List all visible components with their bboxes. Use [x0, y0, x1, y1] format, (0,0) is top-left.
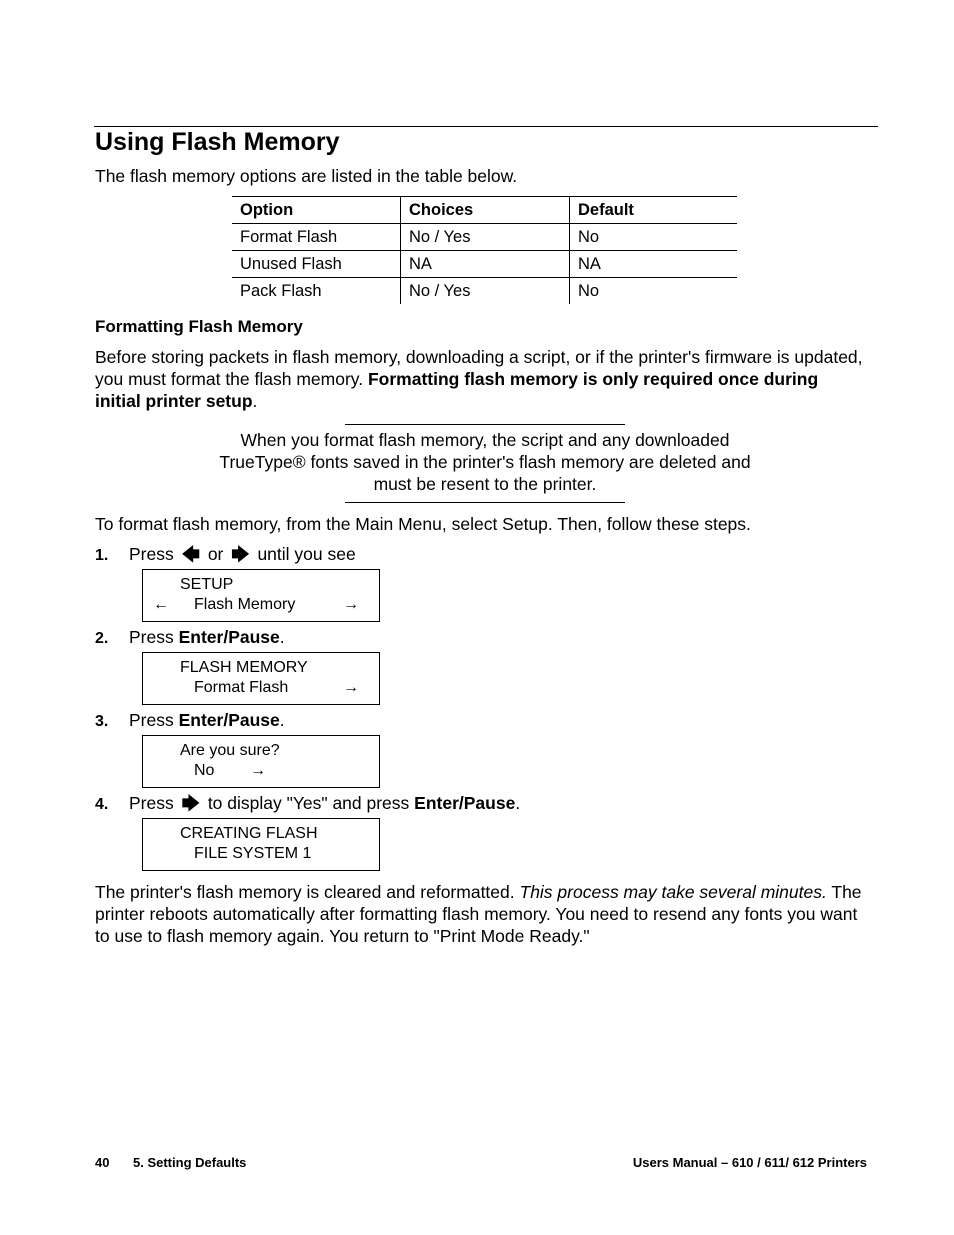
table-cell: No / Yes [401, 224, 570, 251]
left-arrow-icon: 🡄 [181, 544, 200, 564]
table-cell: Unused Flash [232, 251, 401, 278]
step-number: 2. [95, 630, 109, 647]
table-cell: Pack Flash [232, 278, 401, 305]
table-row [232, 224, 737, 251]
step-4 [95, 792, 520, 816]
para-bold-text: Formatting flash memory is only required once during initial printer setup [95, 369, 819, 411]
para-italic-text: This process may take several minutes. [519, 882, 827, 902]
table-cell: NA [401, 251, 570, 278]
step-number: 3. [95, 713, 109, 730]
header-rule [94, 126, 878, 127]
lcd-display [142, 569, 380, 622]
step-text: Press [129, 627, 179, 647]
step-text: . [279, 710, 285, 730]
lcd-line: Are you sure? [180, 742, 280, 759]
right-arrow-icon: 🡆 [181, 793, 200, 813]
step-text: . [515, 793, 521, 813]
step-number: 1. [95, 547, 109, 564]
lcd-line: FILE SYSTEM 1 [194, 845, 312, 862]
lcd-line: SETUP [180, 576, 234, 593]
table-cell: Format Flash [232, 224, 401, 251]
note-line: must be resent to the printer. [373, 474, 597, 494]
step-text: or [207, 544, 224, 564]
step-text: Press [129, 544, 174, 564]
table-row [232, 278, 737, 305]
step-text: Press [129, 710, 179, 730]
para-text: The printer's flash memory is cleared and reformatted. [95, 882, 520, 902]
chapter-label: 5. Setting Defaults [133, 1155, 247, 1170]
manual-title: Users Manual – 610 / 611/ 612 Printers [632, 1155, 867, 1170]
step-key: Enter/Pause [414, 793, 516, 813]
step-text: until you see [257, 544, 356, 564]
table-row [232, 251, 737, 278]
step-key: Enter/Pause [178, 710, 280, 730]
table-cell: No / Yes [401, 278, 570, 305]
table-cell: NA [570, 251, 738, 278]
step-text: . [279, 627, 285, 647]
note-line: When you format flash memory, the script and any downloaded [240, 430, 730, 450]
section-heading: Formatting Flash Memory [95, 317, 303, 336]
lcd-line: Format Flash [194, 679, 289, 696]
note-box [190, 429, 780, 495]
page-number: 40 [95, 1155, 110, 1170]
right-arrow-icon: → [250, 762, 266, 779]
note-line: TrueType® fonts saved in the printer's flash memory are deleted and [219, 452, 751, 472]
steps-intro: To format flash memory, from the Main Menu, select Setup. Then, follow these steps. [95, 514, 751, 534]
note-rule-top [345, 424, 625, 425]
lcd-line: No [194, 762, 215, 779]
closing-paragraph [95, 881, 865, 947]
lcd-display [142, 818, 380, 871]
table-header-row [232, 197, 737, 224]
table-cell: No [578, 281, 600, 300]
step-text: to display "Yes" and press [207, 793, 415, 813]
lcd-line: FLASH MEMORY [180, 659, 308, 676]
note-rule-bottom [345, 502, 625, 503]
step-1 [95, 543, 356, 567]
flash-options-table [232, 196, 737, 304]
section-paragraph [95, 346, 865, 412]
step-3 [95, 709, 285, 733]
para-text: Before storing packets in flash memory, downloading a script, or if the printer's firmware is updated, you must format the flash memory. [95, 347, 863, 389]
right-arrow-icon: → [343, 679, 359, 696]
right-arrow-icon: → [343, 596, 359, 613]
para-text: . [252, 391, 258, 411]
intro-text: The flash memory options are listed in the table below. [95, 166, 518, 186]
page-title: Using Flash Memory [95, 128, 340, 156]
column-header: Default [570, 197, 738, 224]
column-header: Choices [401, 197, 570, 224]
column-header: Option [232, 197, 401, 224]
lcd-line: Flash Memory [194, 596, 296, 613]
para-text: The printer reboots automatically after formatting flash memory. You need to resend any fonts you want to use to flash memory again. You return to "Print Mode Ready." [95, 882, 862, 946]
table-cell: No [570, 224, 738, 251]
lcd-display [142, 652, 380, 705]
left-arrow-icon: ← [153, 596, 169, 613]
step-number: 4. [95, 796, 109, 813]
step-key: Enter/Pause [178, 627, 280, 647]
lcd-display [142, 735, 380, 788]
step-text: Press [129, 793, 174, 813]
lcd-line: CREATING FLASH [180, 825, 318, 842]
step-2 [95, 626, 285, 650]
right-arrow-icon: 🡆 [231, 544, 250, 564]
